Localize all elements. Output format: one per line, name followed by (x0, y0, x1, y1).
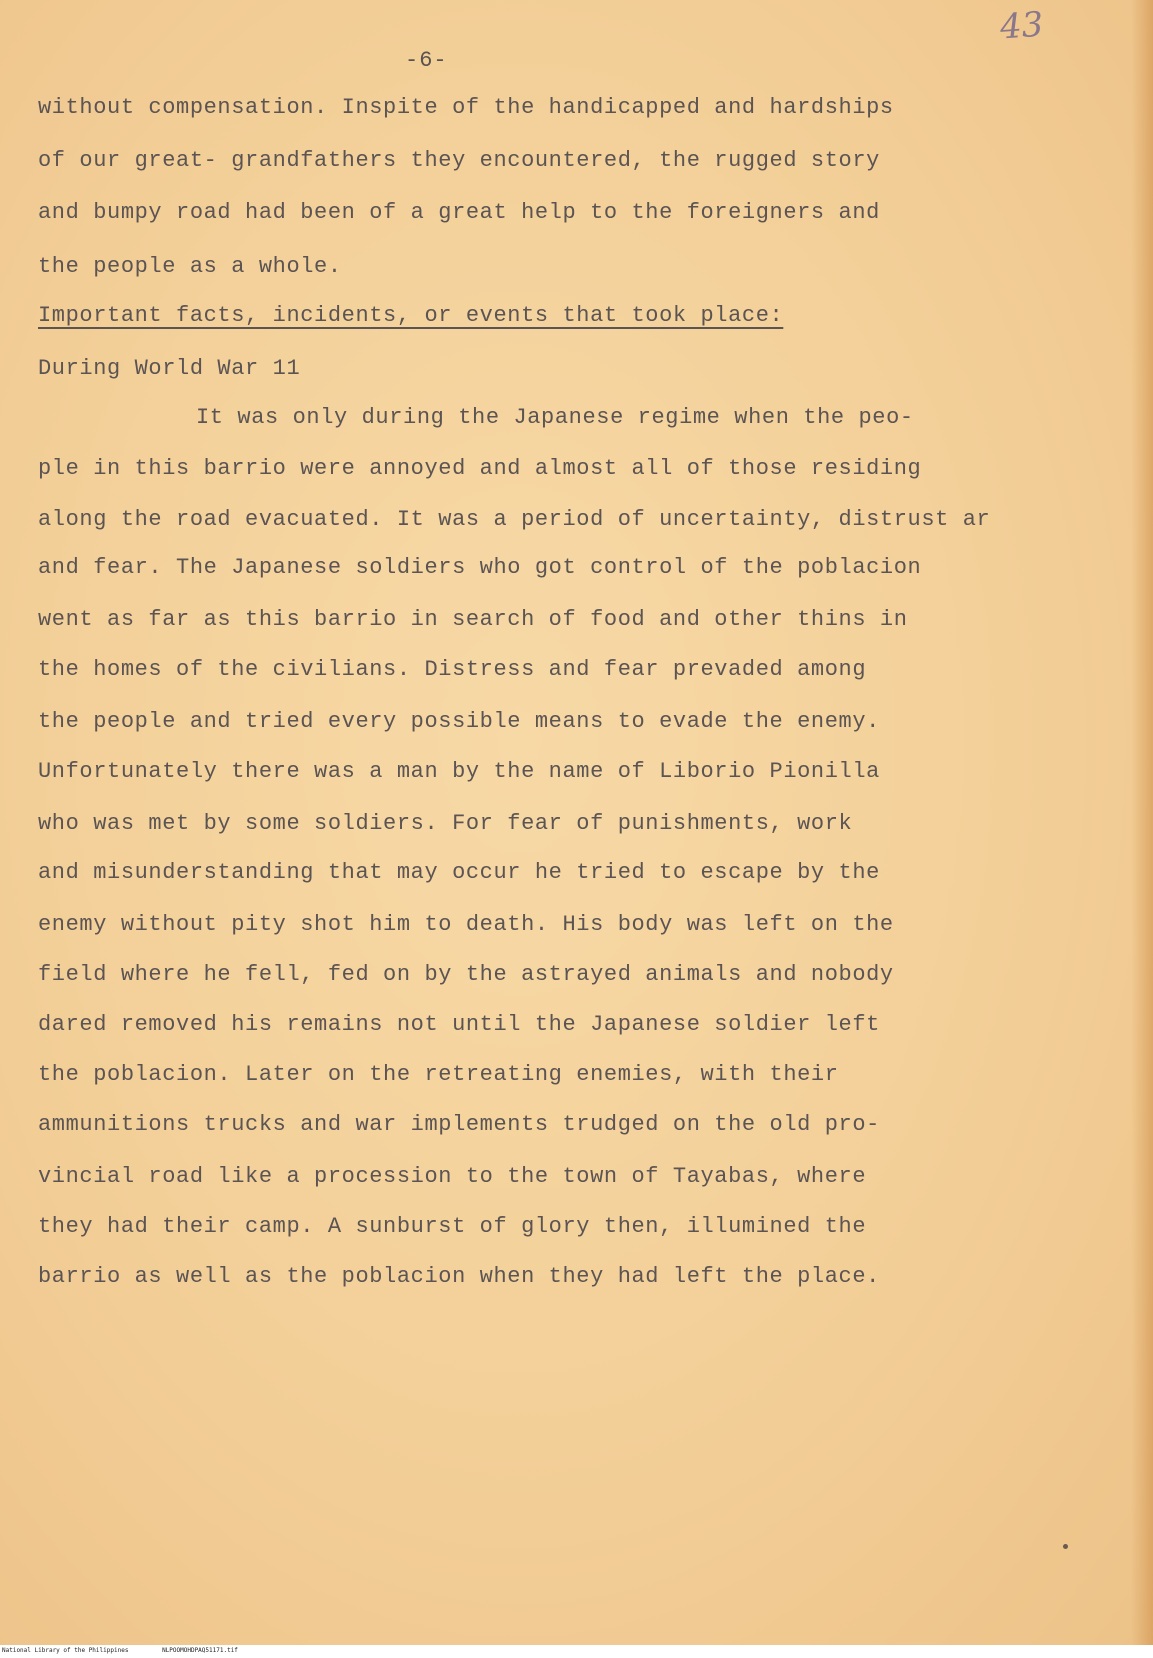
text-line: enemy without pity shot him to death. His body was left on the (38, 912, 894, 937)
text-line: the people and tried every possible means to evade the enemy. (38, 709, 880, 734)
scan-footer (2, 1647, 238, 1654)
text-line: and fear. The Japanese soldiers who got control of the poblacion (38, 555, 922, 580)
file-id: NLPOOMOHDPAQ51171.tif (162, 1647, 238, 1654)
handwritten-page-number: 43 (998, 4, 1045, 48)
text-line: ple in this barrio were annoyed and almost all of those residing (38, 456, 922, 481)
page-number: -6- (405, 48, 448, 73)
text-line: without compensation. Inspite of the handicapped and hardships (38, 95, 894, 120)
text-line: barrio as well as the poblacion when they had left the place. (38, 1264, 880, 1289)
text-line: and misunderstanding that may occur he tried to escape by the (38, 860, 880, 885)
text-line: Unfortunately there was a man by the name of Liborio Pionilla (38, 759, 880, 784)
library-credit: National Library of the Philippines (2, 1647, 129, 1654)
section-heading: Important facts, incidents, or events that took place: (38, 303, 784, 328)
text-line: the homes of the civilians. Distress and fear prevaded among (38, 657, 867, 682)
subheading: During World War 11 (38, 356, 301, 381)
text-line: and bumpy road had been of a great help to the foreigners and (38, 200, 880, 225)
text-line: went as far as this barrio in search of food and other thins in (38, 607, 908, 632)
text-line: who was met by some soldiers. For fear of punishments, work (38, 811, 853, 836)
text-line: ammunitions trucks and war implements trudged on the old pro- (38, 1112, 880, 1137)
text-line: dared removed his remains not until the Japanese soldier left (38, 1012, 880, 1037)
text-line: vincial road like a procession to the town of Tayabas, where (38, 1164, 867, 1189)
text-line: field where he fell, fed on by the astrayed animals and nobody (38, 962, 894, 987)
text-line: along the road evacuated. It was a period of uncertainty, distrust ar (38, 507, 991, 532)
text-line: they had their camp. A sunburst of glory then, illumined the (38, 1214, 867, 1239)
text-line: the poblacion. Later on the retreating enemies, with their (38, 1062, 839, 1087)
text-line: of our great- grandfathers they encountered, the rugged story (38, 148, 880, 173)
text-line: the people as a whole. (38, 254, 342, 279)
text-line: It was only during the Japanese regime when the peo- (196, 405, 914, 430)
paper-speck (1063, 1544, 1068, 1549)
